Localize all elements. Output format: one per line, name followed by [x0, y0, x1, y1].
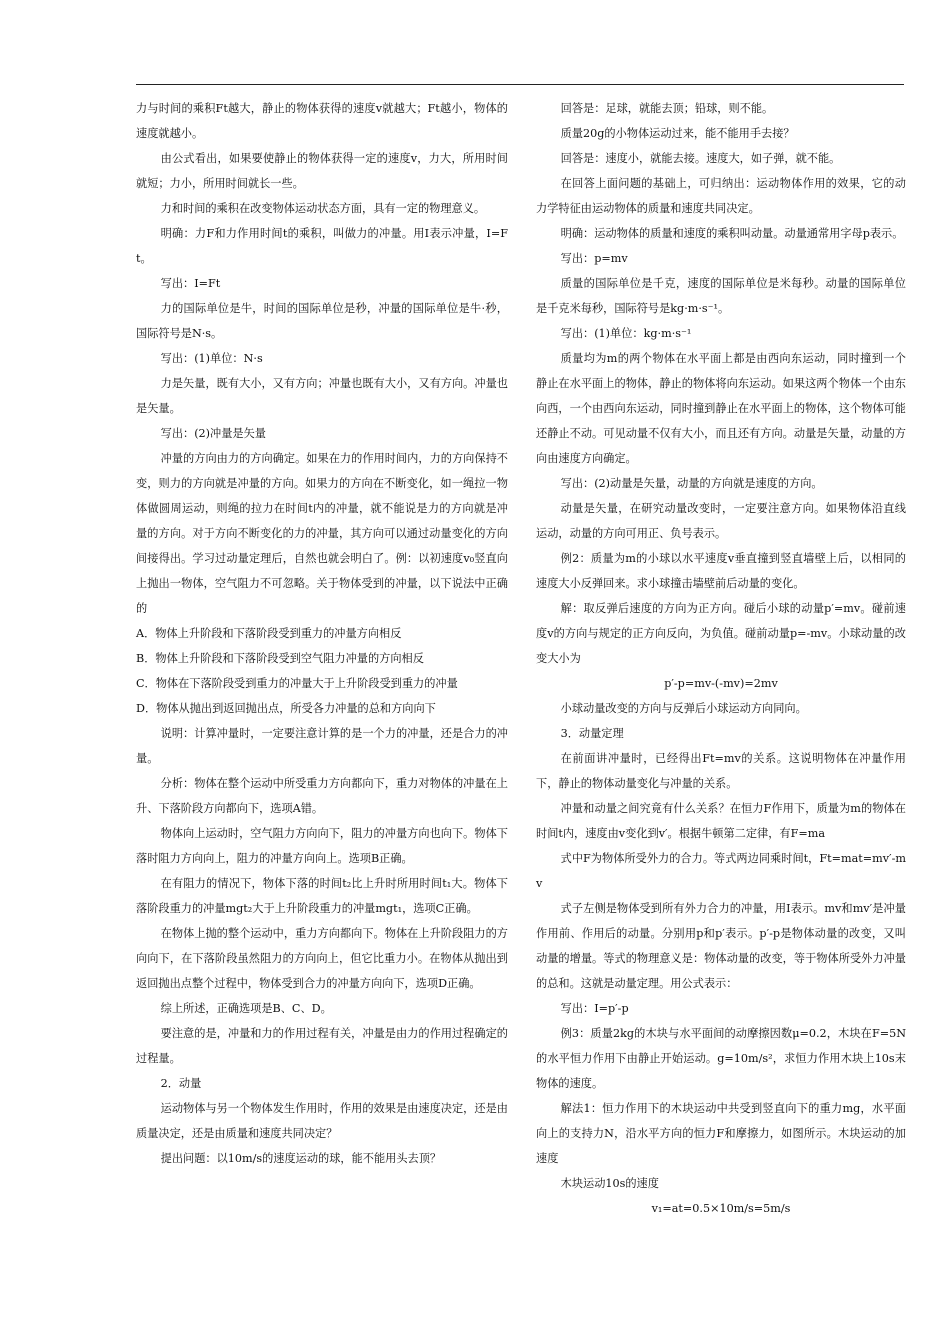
- left-paragraph: 冲量的方向由力的方向确定。如果在力的作用时间内，力的方向保持不变，则力的方向就是冲量的方向。如果力的方向在不断变化，如一绳拉一物体做圆周运动，则绳的拉力在时间t内的冲量，就不能说是力的方向就是冲量的方向。对于方向不断变化的力的冲量，其方向可以通过动量变化的方向间接得出。学习过动量定理后，自然也就会明白了。例：以初速度v₀竖直向上抛出一物体，空气阻力不可忽略。关于物体受到的冲量，以下说法中正确的: [136, 452, 508, 615]
- left-paragraph: 力和时间的乘积在改变物体运动状态方面，具有一定的物理意义。: [160, 202, 486, 215]
- right-paragraph: 质量均为m的两个物体在水平面上都是由西向东运动，同时撞到一个静止在水平面上的物体，静止的物体将向东运动。如果这两个物体一个由东向西，一个由西向东运动，同时撞到静止在水平面上的物体，这个物体可能还静止不动。可见动量不仅有大小，而且还有方向。动量是矢量，动量的方向由速度方向确定。: [536, 352, 906, 465]
- left-paragraph: B．物体上升阶段和下落阶段受到空气阻力冲量的方向相反: [136, 652, 424, 665]
- left-paragraph: 写出：(2)冲量是矢量: [160, 427, 266, 440]
- left-paragraph: 运动物体与另一个物体发生作用时，作用的效果是由速度决定，还是由质量决定，还是由质量和速度共同决定？: [136, 1102, 508, 1140]
- right-paragraph: 质量的国际单位是千克，速度的国际单位是米每秒。动量的国际单位是千克米每秒，国际符号是kg·m·s⁻¹。: [536, 277, 906, 315]
- right-paragraph: 木块运动10s的速度: [560, 1177, 659, 1190]
- right-paragraph: 在回答上面问题的基础上，可归纳出：运动物体作用的效果，它的动力学特征由运动物体的质量和速度共同决定。: [536, 177, 906, 215]
- right-paragraph: 式中F为物体所受外力的合力。等式两边同乘时间t，Ft=mat=mv′-mv: [536, 852, 906, 890]
- right-paragraph: 解法1：恒力作用下的木块运动中共受到竖直向下的重力mg，水平面向上的支持力N，沿水平方向的恒力F和摩擦力，如图所示。木块运动的加速度: [536, 1102, 906, 1165]
- right-paragraph: 小球动量改变的方向与反弹后小球运动方向同向。: [560, 702, 807, 715]
- right-paragraph: p′-p=mv-(-mv)=2mv: [664, 677, 778, 690]
- left-paragraph: 写出：(1)单位：N·s: [160, 352, 263, 365]
- left-paragraph: 要注意的是，冲量和力的作用过程有关，冲量是由力的作用过程确定的过程量。: [136, 1027, 508, 1065]
- right-paragraph: 回答是：速度小，就能去接。速度大，如子弹，就不能。: [560, 152, 841, 165]
- right-paragraph: v₁=at=0.5×10m/s=5m/s: [651, 1202, 791, 1215]
- right-paragraph: 动量是矢量，在研究动量改变时，一定要注意方向。如果物体沿直线运动，动量的方向可用正、负号表示。: [536, 502, 906, 540]
- right-paragraph: 回答是：足球，就能去顶；铅球，则不能。: [560, 102, 774, 115]
- right-paragraph: 解：取反弹后速度的方向为正方向。碰后小球的动量p′=mv。碰前速度v的方向与规定的正方向反向，为负值。碰前动量p=-mv。小球动量的改变大小为: [536, 602, 906, 665]
- right-paragraph: 明确：运动物体的质量和速度的乘积叫动量。动量通常用字母p表示。: [560, 227, 904, 240]
- right-paragraph: 写出：p=mv: [560, 252, 628, 265]
- left-paragraph: 综上所述，正确选项是B、C、D。: [160, 1002, 332, 1015]
- right-column: [536, 96, 906, 1221]
- left-paragraph: 在物体上抛的整个运动中，重力方向都向下。物体在上升阶段阻力的方向向下，在下落阶段虽然阻力的方向向上，但它比重力小。在物体从抛出到返回抛出点整个过程中，物体受到合力的冲量方向向下，选项D正确。: [136, 927, 508, 990]
- left-paragraph: 说明：计算冲量时，一定要注意计算的是一个力的冲量，还是合力的冲量。: [136, 727, 508, 765]
- header-rule: [136, 84, 904, 85]
- left-paragraph: 分析：物体在整个运动中所受重力方向都向下，重力对物体的冲量在上升、下落阶段方向都向下，选项A错。: [136, 777, 508, 815]
- right-paragraph: 例3：质量2kg的木块与水平面间的动摩擦因数μ=0.2，木块在F=5N的水平恒力作用下由静止开始运动。g=10m/s²，求恒力作用木块上10s末物体的速度。: [536, 1027, 906, 1090]
- left-column: [136, 96, 508, 1171]
- right-paragraph: 写出：(2)动量是矢量，动量的方向就是速度的方向。: [560, 477, 823, 490]
- left-paragraph: 写出：I=Ft: [160, 277, 221, 290]
- right-paragraph: 写出：I=p′-p: [560, 1002, 629, 1015]
- right-paragraph: 写出：(1)单位：kg·m·s⁻¹: [560, 327, 692, 340]
- left-paragraph: C．物体在下落阶段受到重力的冲量大于上升阶段受到重力的冲量: [136, 677, 458, 690]
- left-paragraph: 物体向上运动时，空气阻力方向向下，阻力的冲量方向也向下。物体下落时阻力方向向上，阻力的冲量方向向上。选项B正确。: [136, 827, 508, 865]
- left-paragraph: D．物体从抛出到返回抛出点，所受各力冲量的总和方向向下: [136, 702, 436, 715]
- right-paragraph: 冲量和动量之间究竟有什么关系？在恒力F作用下，质量为m的物体在时间t内，速度由v变化到v′。根据牛顿第二定律，有F=ma: [536, 802, 906, 840]
- right-paragraph: 式子左侧是物体受到所有外力合力的冲量，用I表示。mv和mv′是冲量作用前、作用后的动量。分别用p和p′表示。p′-p是物体动量的改变，又叫动量的增量。等式的物理意义是：物体动量的改变，等于物体所受外力冲量的总和。这就是动量定理。用公式表示：: [536, 902, 906, 990]
- right-paragraph: 例2：质量为m的小球以水平速度v垂直撞到竖直墙壁上后，以相同的速度大小反弹回来。求小球撞击墙壁前后动量的变化。: [536, 552, 906, 590]
- left-paragraph: 力的国际单位是牛，时间的国际单位是秒，冲量的国际单位是牛·秒，国际符号是N·s。: [136, 302, 508, 340]
- left-paragraph: 2．动量: [160, 1077, 202, 1090]
- left-paragraph: 明确：力F和力作用时间t的乘积，叫做力的冲量。用I表示冲量，I=Ft。: [136, 227, 508, 265]
- left-paragraph: 由公式看出，如果要使静止的物体获得一定的速度v，力大，所用时间就短；力小，所用时间就长一些。: [136, 152, 508, 190]
- right-paragraph: 在前面讲冲量时，已经得出Ft=mv的关系。这说明物体在冲量作用下，静止的物体动量变化与冲量的关系。: [536, 752, 906, 790]
- right-paragraph: 3．动量定理: [560, 727, 624, 740]
- left-paragraph: 力是矢量，既有大小，又有方向；冲量也既有大小，又有方向。冲量也是矢量。: [136, 377, 508, 415]
- right-paragraph: 质量20g的小物体运动过来，能不能用手去接？: [560, 127, 795, 140]
- left-paragraph: A．物体上升阶段和下落阶段受到重力的冲量方向相反: [136, 627, 402, 640]
- left-paragraph: 提出问题：以10m/s的速度运动的球，能不能用头去顶？: [160, 1152, 442, 1165]
- left-paragraph: 在有阻力的情况下，物体下落的时间t₂比上升时所用时间t₁大。物体下落阶段重力的冲量mgt₂大于上升阶段重力的冲量mgt₁，选项C正确。: [136, 877, 508, 915]
- left-paragraph: 力与时间的乘积Ft越大，静止的物体获得的速度v就越大；Ft越小，物体的速度就越小。: [136, 102, 508, 140]
